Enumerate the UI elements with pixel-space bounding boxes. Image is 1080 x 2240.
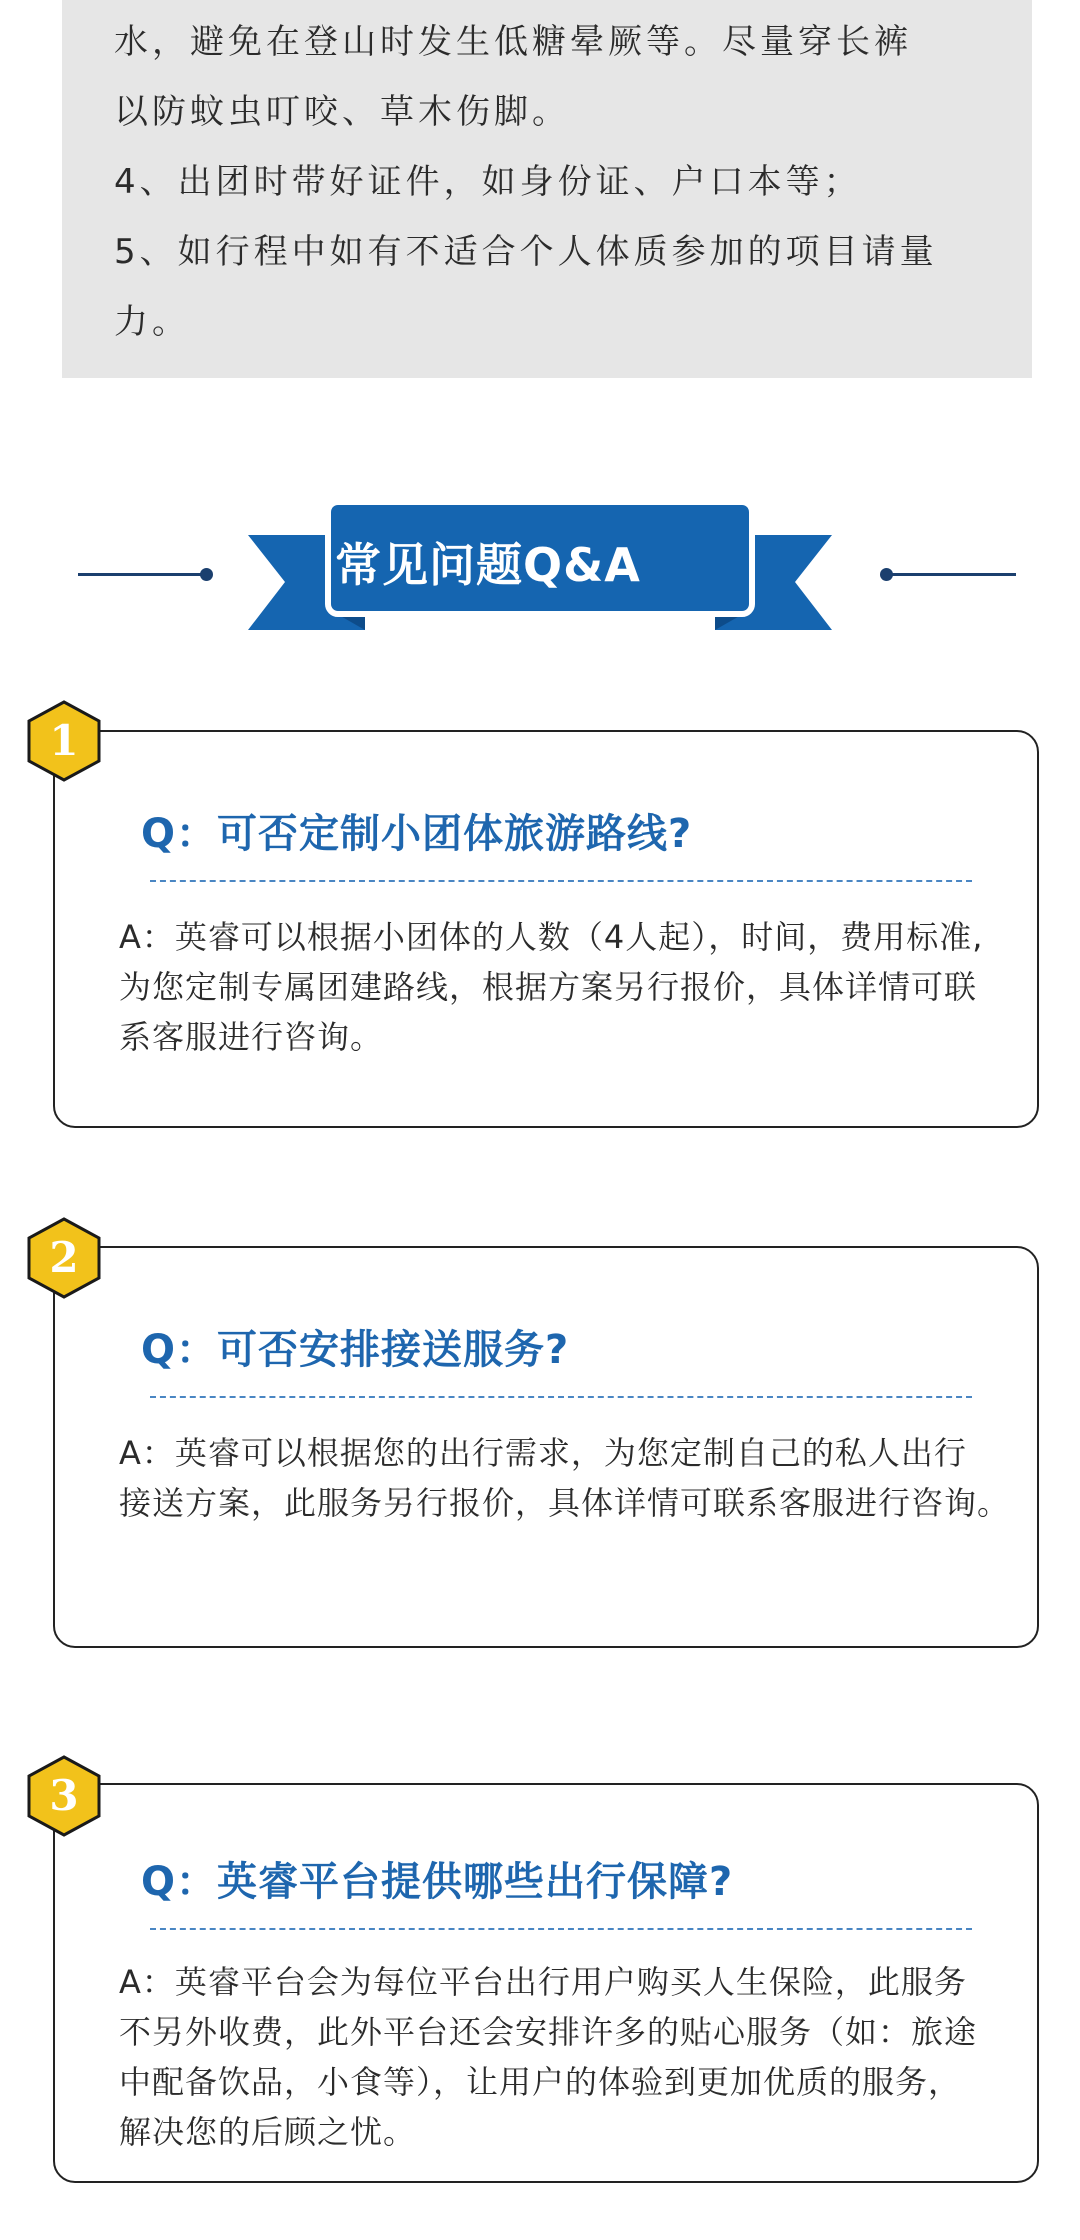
faq-answer: [119, 1428, 1019, 1528]
faq-divider: [150, 880, 972, 882]
note-line: 5、如行程中如有不适合个人体质参加的项目请量: [114, 232, 938, 272]
faq-card-3: [53, 1783, 1039, 2183]
answer-line: A：英睿可以根据小团体的人数（4人起），时间，费用标准,: [119, 918, 984, 956]
badge-number: 1: [49, 716, 79, 765]
answer-line: 不另外收费，此外平台还会安排许多的贴心服务（如：旅途: [119, 2013, 978, 2051]
faq-answer: [119, 912, 1019, 1062]
travel-notes-box: [62, 0, 1032, 378]
answer-line: 中配备饮品，小食等），让用户的体验到更加优质的服务，: [119, 2063, 962, 2101]
faq-card-2: [53, 1246, 1039, 1648]
faq-question: Q：可否定制小团体旅游路线?: [141, 811, 693, 857]
section-title: 常见问题Q&A: [335, 538, 641, 592]
faq-divider: [150, 1928, 972, 1930]
faq-number-badge-2: [26, 1216, 102, 1304]
answer-line: 解决您的后顾之忧。: [119, 2113, 417, 2151]
left-deco-line: [78, 573, 208, 576]
answer-line: A：英睿可以根据您的出行需求，为您定制自己的私人出行: [119, 1434, 967, 1472]
faq-question: Q：可否安排接送服务?: [141, 1327, 570, 1373]
note-line: 4、出团时带好证件，如身份证、户口本等；: [114, 162, 862, 202]
note-line: 以防蚊虫叮咬、草木伤脚。: [114, 92, 570, 132]
answer-line: 为您定制专属团建路线，根据方案另行报价，具体详情可联: [119, 968, 978, 1006]
note-line: 力。: [114, 302, 190, 342]
answer-line: A：英睿平台会为每位平台出行用户购买人生保险，此服务: [119, 1963, 967, 2001]
faq-number-badge-1: [26, 699, 102, 787]
right-deco-line: [886, 573, 1016, 576]
faq-number-badge-3: [26, 1754, 102, 1842]
badge-number: 3: [49, 1771, 79, 1820]
left-deco-dot: [200, 568, 213, 581]
badge-number: 2: [49, 1233, 79, 1282]
faq-question: Q：英睿平台提供哪些出行保障?: [141, 1859, 734, 1905]
faq-section-header: [0, 490, 1080, 650]
answer-line: 系客服进行咨询。: [119, 1018, 384, 1056]
faq-answer: [119, 1957, 1019, 2157]
faq-divider: [150, 1396, 972, 1398]
answer-line: 接送方案，此服务另行报价，具体详情可联系客服进行咨询。: [119, 1484, 1011, 1522]
note-line: 水，避免在登山时发生低糖晕厥等。尽量穿长裤: [114, 22, 912, 62]
faq-card-1: [53, 730, 1039, 1128]
